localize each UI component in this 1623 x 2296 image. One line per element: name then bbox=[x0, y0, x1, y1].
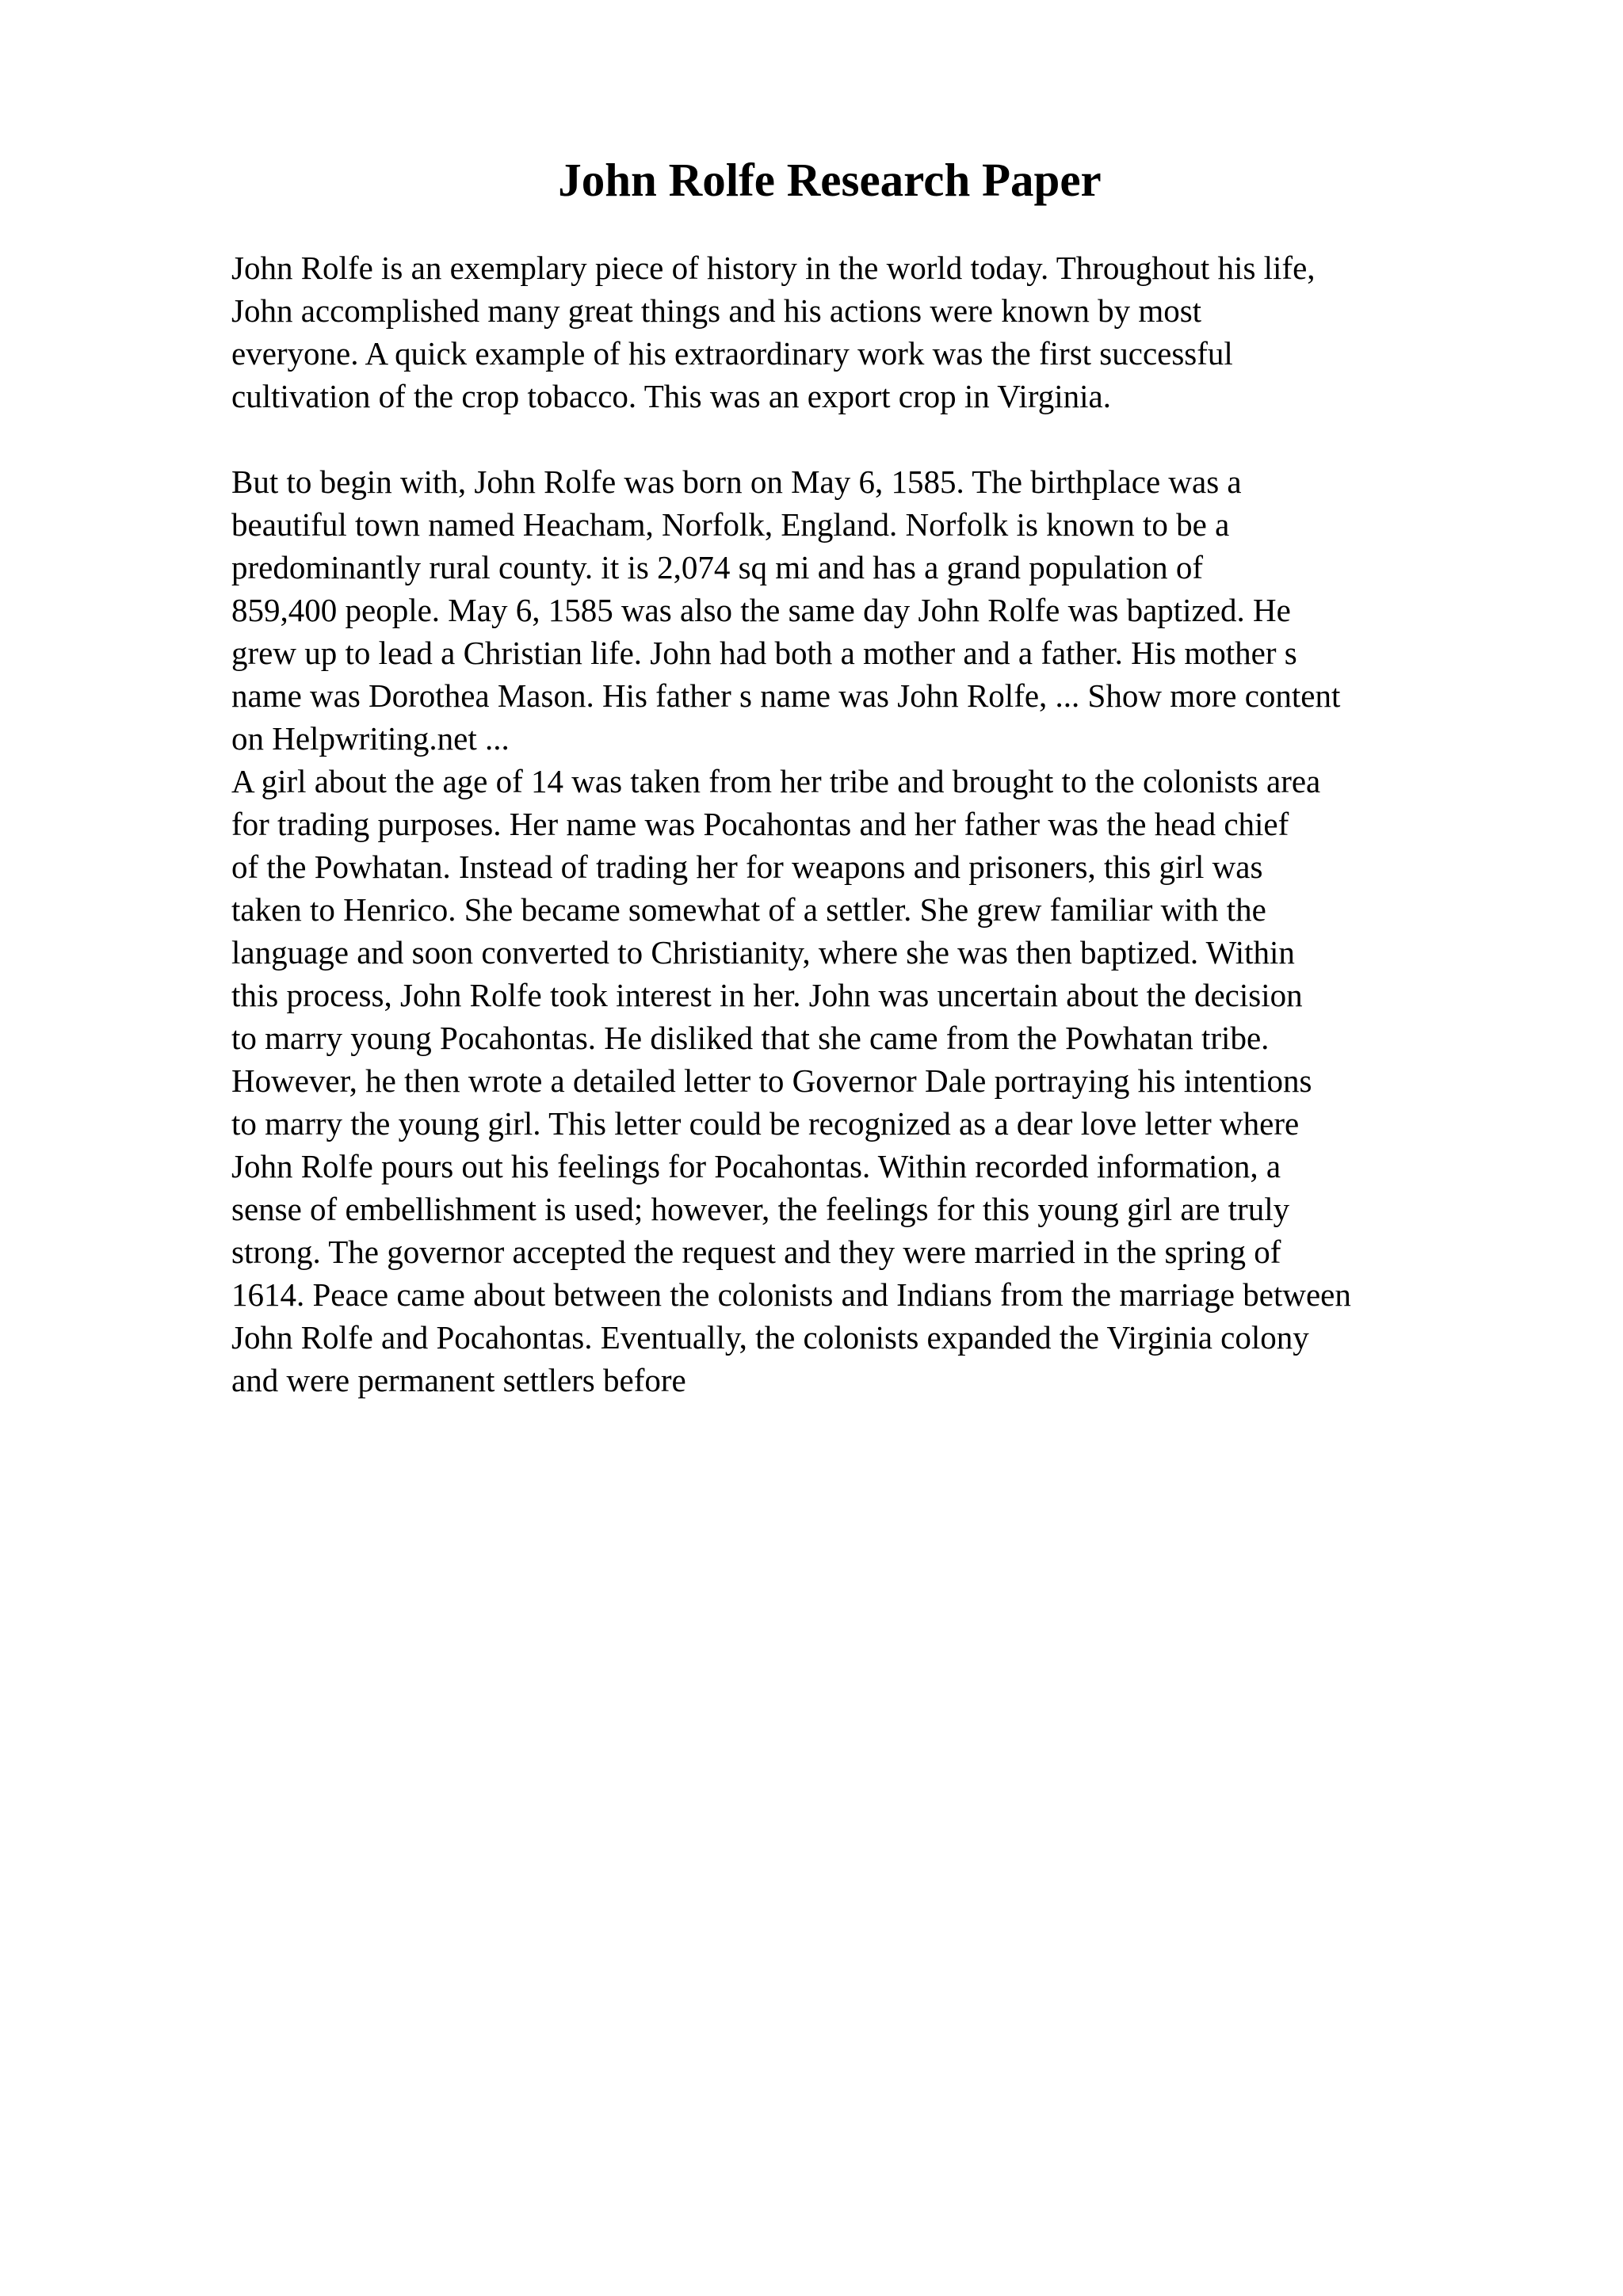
document-title: John Rolfe Research Paper bbox=[558, 154, 1102, 206]
text-line: John Rolfe pours out his feelings for Pocahontas. Within recorded information, a bbox=[231, 1148, 1281, 1184]
text-line: for trading purposes. Her name was Pocahontas and her father was the head chief bbox=[231, 806, 1289, 842]
text-line: on Helpwriting.net ... bbox=[231, 720, 510, 757]
text-line: name was Dorothea Mason. His father s name was John Rolfe, ... Show more content bbox=[231, 677, 1341, 714]
paragraph-spacer bbox=[231, 418, 1594, 460]
paragraph-1 bbox=[231, 246, 1594, 418]
text-line: predominantly rural county. it is 2,074 sq mi and has a grand population of bbox=[231, 549, 1203, 585]
text-line: everyone. A quick example of his extraordinary work was the first successful bbox=[231, 335, 1233, 372]
text-line: grew up to lead a Christian life. John had both a mother and a father. His mother s bbox=[231, 635, 1297, 671]
text-line: However, he then wrote a detailed letter to Governor Dale portraying his intentions bbox=[231, 1062, 1312, 1099]
document-body bbox=[231, 246, 1594, 1402]
text-line: 859,400 people. May 6, 1585 was also the same day John Rolfe was baptized. He bbox=[231, 592, 1291, 628]
text-line: and were permanent settlers before bbox=[231, 1362, 686, 1398]
text-line: beautiful town named Heacham, Norfolk, England. Norfolk is known to be a bbox=[231, 506, 1230, 543]
paragraph-2 bbox=[231, 460, 1594, 760]
text-line: strong. The governor accepted the request and they were married in the spring of bbox=[231, 1234, 1281, 1270]
text-line: 1614. Peace came about between the colonists and Indians from the marriage between bbox=[231, 1276, 1351, 1313]
text-line: John Rolfe is an exemplary piece of history in the world today. Throughout his life, bbox=[231, 250, 1316, 286]
text-line: of the Powhatan. Instead of trading her for weapons and prisoners, this girl was bbox=[231, 849, 1263, 885]
text-line: John Rolfe and Pocahontas. Eventually, the colonists expanded the Virginia colony bbox=[231, 1319, 1309, 1356]
text-line: John accomplished many great things and his actions were known by most bbox=[231, 292, 1202, 329]
text-line: sense of embellishment is used; however, the feelings for this young girl are truly bbox=[231, 1191, 1290, 1227]
text-line: cultivation of the crop tobacco. This was an export crop in Virginia. bbox=[231, 378, 1111, 414]
text-line: But to begin with, John Rolfe was born on May 6, 1585. The birthplace was a bbox=[231, 463, 1242, 500]
text-line: taken to Henrico. She became somewhat of a settler. She grew familiar with the bbox=[231, 891, 1266, 928]
text-line: language and soon converted to Christianity, where she was then baptized. Within bbox=[231, 934, 1295, 971]
text-line: to marry the young girl. This letter could be recognized as a dear love letter where bbox=[231, 1105, 1300, 1142]
paragraph-3 bbox=[231, 760, 1594, 1402]
text-line: this process, John Rolfe took interest in her. John was uncertain about the decision bbox=[231, 977, 1303, 1013]
text-line: A girl about the age of 14 was taken from her tribe and brought to the colonists area bbox=[231, 763, 1321, 799]
text-line: to marry young Pocahontas. He disliked that she came from the Powhatan tribe. bbox=[231, 1020, 1270, 1056]
